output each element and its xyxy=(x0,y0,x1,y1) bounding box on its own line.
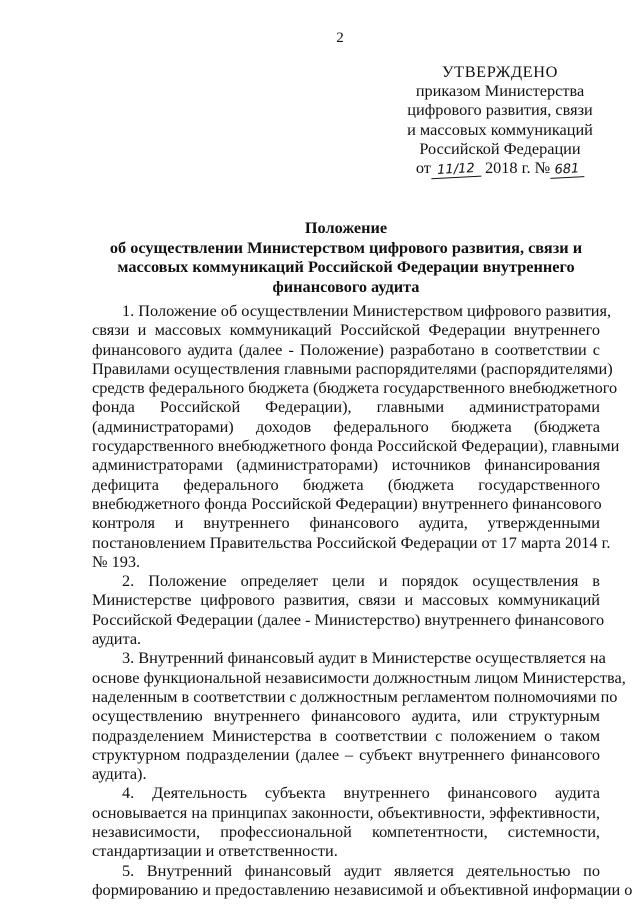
paragraph-5-line: 5. Внутренний финансовый аудит является деятельностью по xyxy=(122,860,600,880)
paragraph-4-line: стандартизации и ответственности. xyxy=(92,841,338,861)
paragraph-3-line: аудита). xyxy=(92,764,147,784)
date-year: 2018 г. № xyxy=(484,158,551,178)
paragraph-4-line: основывается на принципах законности, объективности, эффективности, xyxy=(92,802,600,822)
approval-line: Российской Федерации xyxy=(419,138,581,158)
paragraph-3-line: структурном подразделении (далее – субъект внутреннего финансового xyxy=(92,744,600,764)
paragraph-3-line: подразделением Министерства в соответствии с положением о таком xyxy=(92,725,600,745)
paragraph-1-line: средств федерального бюджета (бюджета государственного внебюджетного xyxy=(92,378,618,398)
paragraph-1-line: внебюджетного фонда Российской Федерации) внутреннего финансового xyxy=(92,493,602,513)
paragraph-1-line: администраторами (администраторами) источников финансирования xyxy=(92,455,600,475)
paragraph-1-line: финансового аудита (далее - Положение) разработано в соответствии с xyxy=(92,339,600,359)
paragraph-2-line: Российской Федерации (далее - Министерство) внутреннего финансового xyxy=(92,609,605,629)
approval-line: и массовых коммуникаций xyxy=(407,119,593,139)
approval-line: приказом Министерства xyxy=(415,81,585,101)
title-line: финансового аудита xyxy=(272,276,420,296)
paragraph-1-line: контроля и внутреннего финансового аудита, утвержденными xyxy=(92,513,600,533)
paragraph-3-line: наделенным в соответствии с должностным регламентом полномочиями по xyxy=(92,686,618,706)
paragraph-1-line: фонда Российской Федерации), главными администраторами xyxy=(92,397,600,417)
paragraph-3-line: 3. Внутренний финансовый аудит в Министерстве осуществляется на xyxy=(122,648,606,668)
paragraph-1-line: дефицита федерального бюджета (бюджета государственного xyxy=(92,474,600,494)
title-line: об осуществлении Министерством цифрового развития, связи и xyxy=(109,237,583,257)
paragraph-2-line: аудита. xyxy=(92,629,142,649)
paragraph-1-line: № 193. xyxy=(92,551,141,571)
handwritten-order-number: 681 xyxy=(550,162,585,179)
paragraph-5-line: формированию и предоставлению независимой и объективной информации о xyxy=(92,879,633,899)
paragraph-3-line: осуществлению внутреннего финансового аудита, или структурным xyxy=(92,706,600,726)
paragraph-1-line: 1. Положение об осуществлении Министерством цифрового развития, xyxy=(122,301,612,320)
approved-heading: УТВЕРЖДЕНО xyxy=(442,62,558,81)
title-line: массовых коммуникаций Российской Федерации внутреннего xyxy=(117,257,575,277)
approval-block xyxy=(395,62,605,178)
title-line: Положение xyxy=(304,218,388,237)
paragraph-1-line: государственного внебюджетного фонда Российской Федерации), главными xyxy=(92,436,620,456)
paragraph-1-line: связи и массовых коммуникаций Российской Федерации внутреннего xyxy=(92,320,600,340)
paragraph-1-line: постановлением Правительства Российской Федерации от 17 марта 2014 г. xyxy=(92,532,611,552)
paragraph-4-line: 4. Деятельность субъекта внутреннего финансового аудита xyxy=(122,783,600,803)
paragraph-2-line: Министерстве цифрового развития, связи и массовых коммуникаций xyxy=(92,590,600,610)
approval-date-line xyxy=(395,158,605,178)
approval-line: цифрового развития, связи xyxy=(407,100,593,120)
document-title xyxy=(96,218,596,296)
paragraph-4-line: независимости, профессиональной компетентности, системности, xyxy=(92,822,600,842)
date-prefix: от xyxy=(415,158,431,178)
paragraph-2-line: 2. Положение определяет цели и порядок осуществления в xyxy=(122,571,600,591)
handwritten-date: 11/12 xyxy=(431,162,482,180)
paragraph-1-line: Правилами осуществления главными распорядителями (распорядителями) xyxy=(92,358,613,378)
document-body xyxy=(92,301,633,899)
paragraph-1-line: (администраторами) доходов федерального бюджета (бюджета xyxy=(92,416,600,436)
paragraph-3-line: основе функциональной независимости должностным лицом Министерства, xyxy=(92,667,626,687)
page-number: 2 xyxy=(336,30,344,46)
